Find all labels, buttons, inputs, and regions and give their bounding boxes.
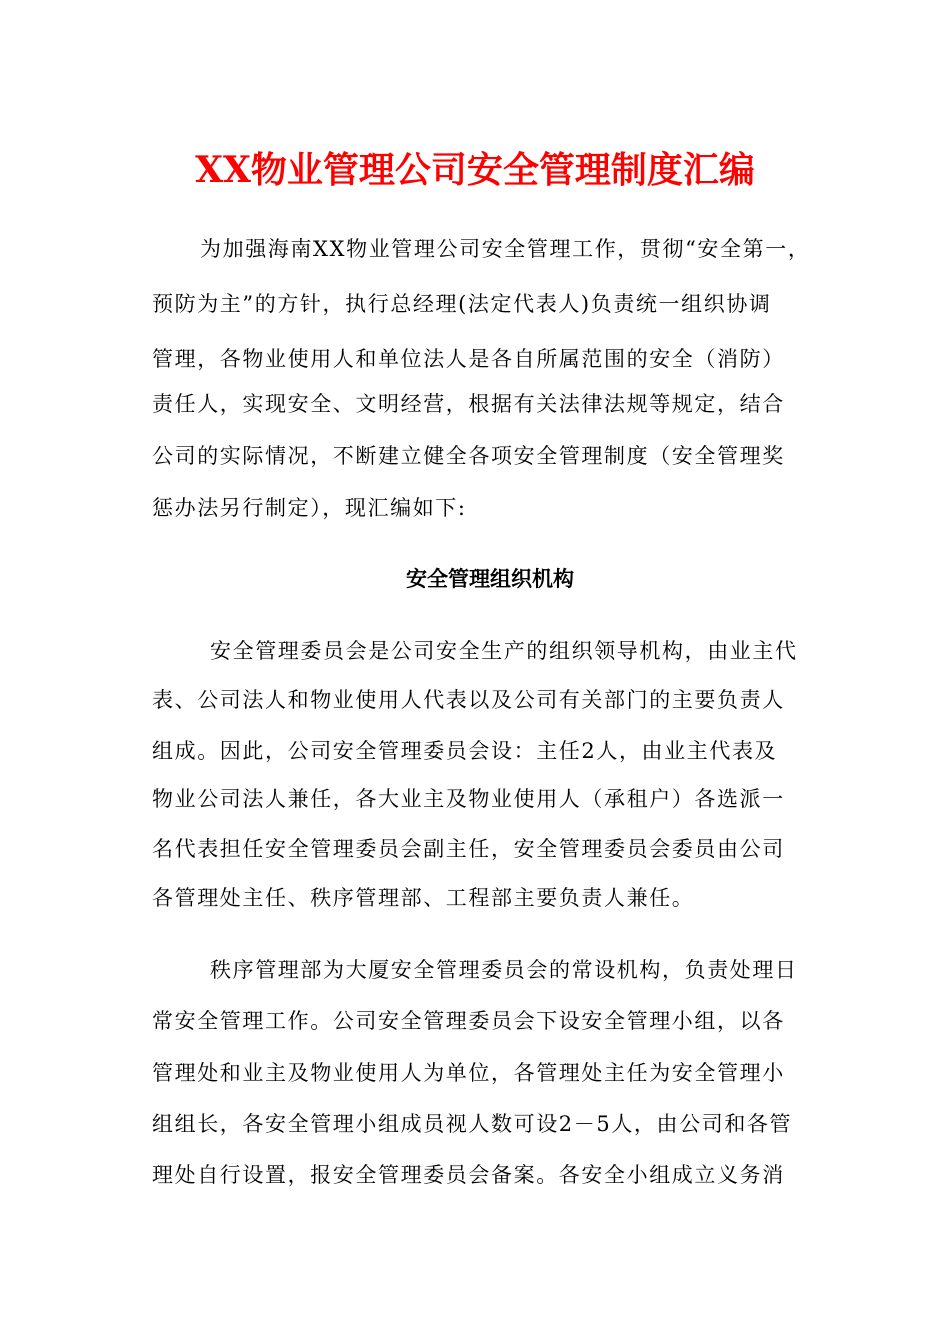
intro-line: 公司的实际情况，不断建立健全各项安全管理制度（安全管理奖	[152, 444, 785, 468]
paragraph-line: 管理处和业主及物业使用人为单位，各管理处主任为安全管理小	[152, 1061, 785, 1085]
intro-line: 管理，各物业使用人和单位法人是各自所属范围的安全（消防）	[152, 347, 785, 371]
intro-line: 惩办法另行制定），现汇编如下:	[152, 496, 467, 520]
paragraph-line: 组组长，各安全管理小组成员视人数可设2－5人，由公司和各管	[152, 1112, 793, 1136]
intro-line: 为加强海南XX物业管理公司安全管理工作，贯彻“安全第一，	[200, 237, 811, 261]
paragraph-line: 名代表担任安全管理委员会副主任，安全管理委员会委员由公司	[152, 837, 785, 861]
paragraph-line: 表、公司法人和物业使用人代表以及公司有关部门的主要负责人	[152, 688, 785, 712]
paragraph-line: 组成。因此，公司安全管理委员会设：主任2人，由业主代表及	[152, 739, 778, 763]
paragraph-line: 各管理处主任、秩序管理部、工程部主要负责人兼任。	[152, 886, 695, 910]
intro-line: 责任人，实现安全、文明经营，根据有关法律法规等规定，结合	[152, 392, 785, 416]
paragraph-line: 常安全管理工作。公司安全管理委员会下设安全管理小组，以各	[152, 1009, 785, 1033]
paragraph-line: 安全管理委员会是公司安全生产的组织领导机构，由业主代	[210, 639, 798, 663]
paragraph-line: 物业公司法人兼任，各大业主及物业使用人（承租户）各选派一	[152, 787, 785, 811]
paragraph-line: 理处自行设置，报安全管理委员会备案。各安全小组成立义务消	[152, 1163, 785, 1187]
document-title: XX物业管理公司安全管理制度汇编	[195, 149, 755, 191]
paragraph-line: 秩序管理部为大厦安全管理委员会的常设机构，负责处理日	[210, 958, 798, 982]
section-heading: 安全管理组织机构	[406, 567, 574, 591]
intro-line: 预防为主”的方针，执行总经理(法定代表人)负责统一组织协调	[152, 292, 772, 316]
